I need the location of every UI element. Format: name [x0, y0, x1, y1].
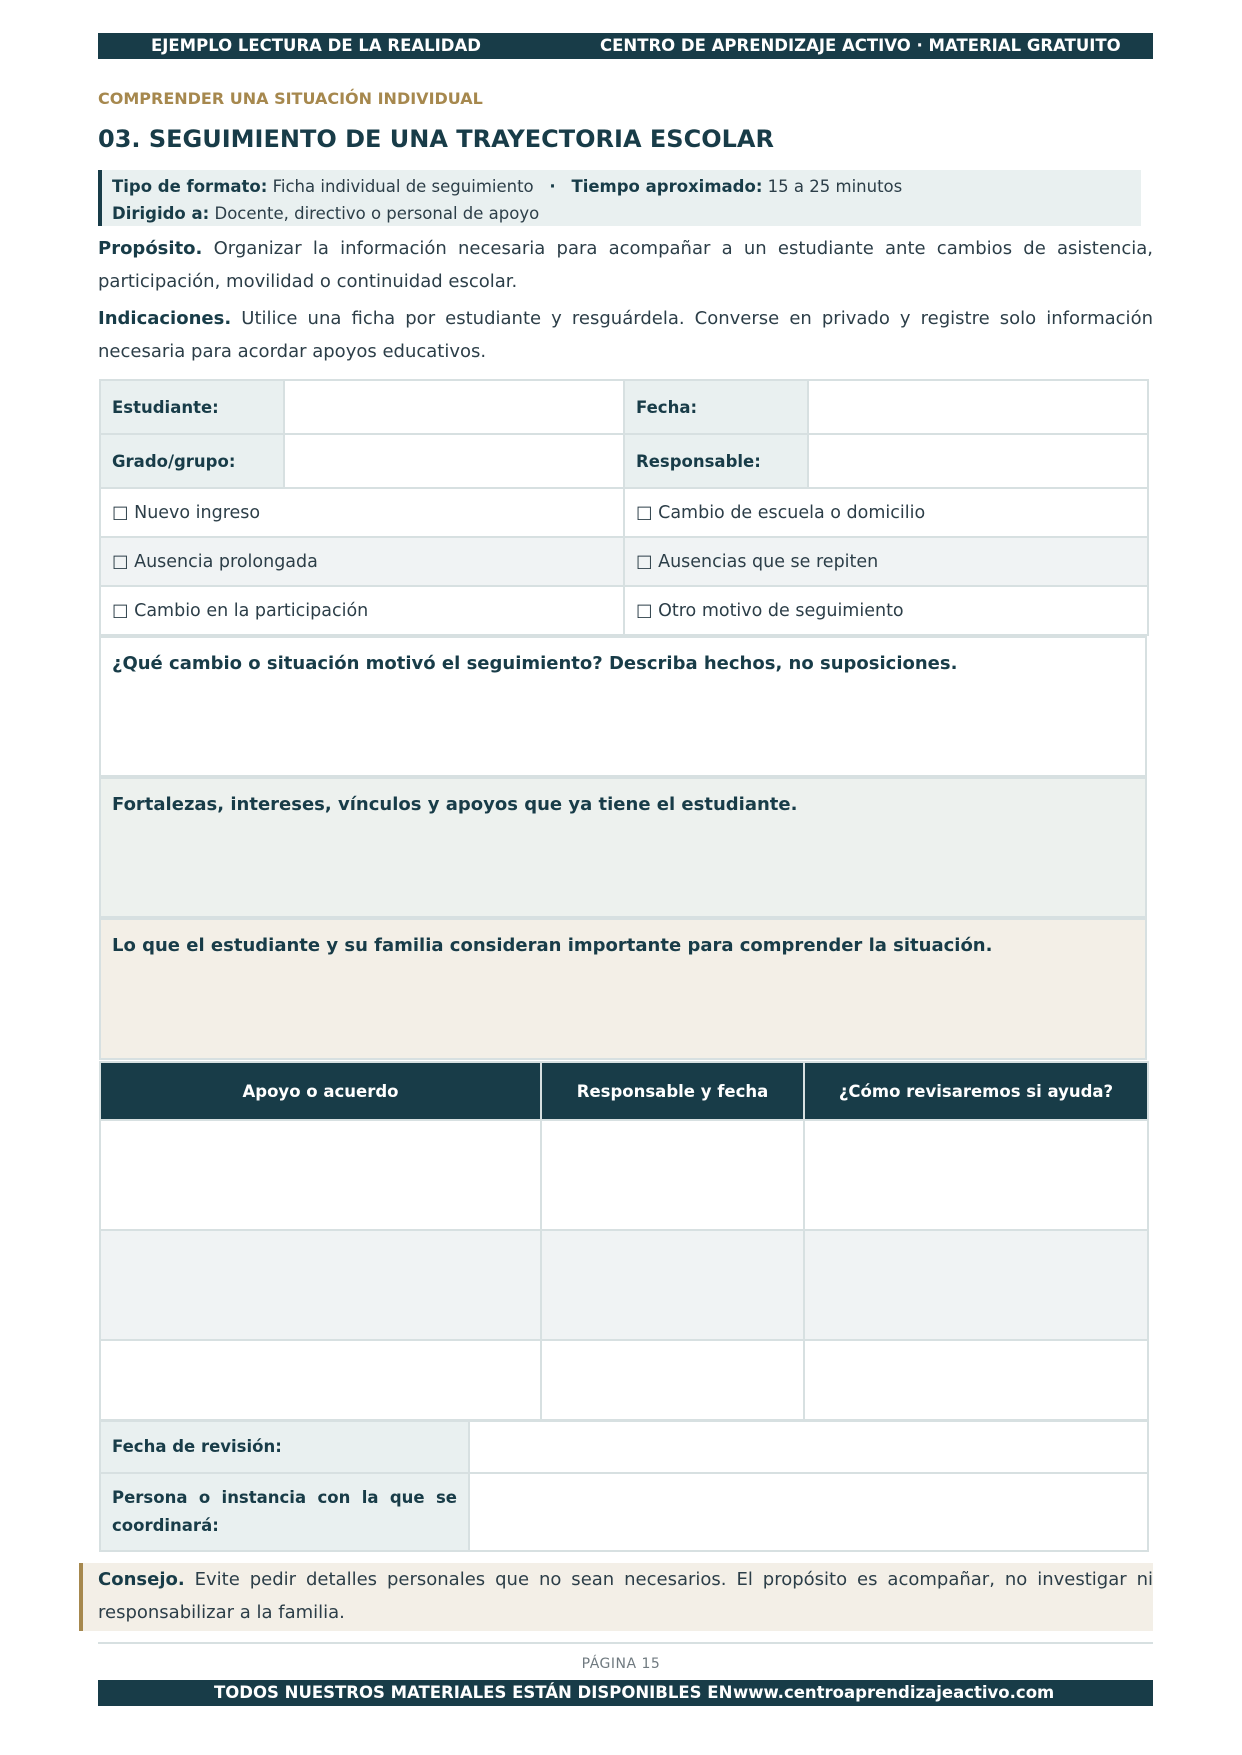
- header-bar: [98, 33, 1153, 59]
- support-cell[interactable]: [100, 1340, 541, 1420]
- date-label: Fecha:: [624, 380, 808, 434]
- table-row: [100, 1120, 1148, 1230]
- student-id-table: [99, 379, 1149, 489]
- responsible-date-cell[interactable]: [541, 1230, 804, 1340]
- purpose-label: Propósito.: [98, 238, 203, 259]
- tip-text: Evite pedir detalles personales que no sean necesarios. El propósito es acompañar, no investigar ni responsabilizar a la familia.: [98, 1569, 1153, 1623]
- family-prompt: Lo que el estudiante y su familia consideran importante para comprender la situación.: [112, 935, 993, 956]
- responsible-field[interactable]: [808, 434, 1148, 488]
- review-method-cell[interactable]: [804, 1120, 1148, 1230]
- time-label: Tiempo aproximado:: [571, 177, 763, 196]
- responsible-date-cell[interactable]: [541, 1340, 804, 1420]
- date-field[interactable]: [808, 380, 1148, 434]
- checkbox-participation-change[interactable]: □ Cambio en la participación: [100, 586, 624, 635]
- coordination-field[interactable]: [469, 1473, 1148, 1551]
- review-date-field[interactable]: [469, 1421, 1148, 1473]
- reason-checklist: [99, 487, 1149, 636]
- review-table: [99, 1420, 1149, 1552]
- purpose-text: Organizar la información necesaria para acompañar a un estudiante ante cambios de asistencia, participación, movilidad o continuidad escolar.: [98, 238, 1153, 292]
- instructions-label: Indicaciones.: [98, 308, 232, 329]
- review-date-label: Fecha de revisión:: [100, 1421, 469, 1473]
- grade-field[interactable]: [284, 434, 624, 488]
- review-method-cell[interactable]: [804, 1230, 1148, 1340]
- support-agreements-table: [99, 1061, 1149, 1421]
- audience-value: Docente, directivo o personal de apoyo: [214, 204, 540, 223]
- table-row: [100, 1340, 1148, 1420]
- page-number: PÁGINA 15: [581, 1656, 661, 1672]
- checkbox-repeated-absences[interactable]: □ Ausencias que se repiten: [624, 537, 1148, 586]
- format-info-box: [98, 170, 1141, 226]
- header-responsible-date: Responsable y fecha: [541, 1062, 804, 1120]
- checkbox-new-enrollment[interactable]: □ Nuevo ingreso: [100, 488, 624, 537]
- change-prompt: ¿Qué cambio o situación motivó el seguimiento? Describa hechos, no suposiciones.: [112, 653, 958, 674]
- page-title: 03. SEGUIMIENTO DE UNA TRAYECTORIA ESCOLAR: [98, 125, 774, 153]
- purpose-paragraph: [98, 232, 1153, 298]
- format-label: Tipo de formato:: [112, 177, 268, 196]
- header-support: Apoyo o acuerdo: [100, 1062, 541, 1120]
- responsible-label: Responsable:: [624, 434, 808, 488]
- checkbox-other-reason[interactable]: □ Otro motivo de seguimiento: [624, 586, 1148, 635]
- review-method-cell[interactable]: [804, 1340, 1148, 1420]
- instructions-paragraph: [98, 302, 1153, 368]
- support-cell[interactable]: [100, 1120, 541, 1230]
- checkbox-school-change[interactable]: □ Cambio de escuela o domicilio: [624, 488, 1148, 537]
- footer-divider: [98, 1642, 1153, 1644]
- student-field[interactable]: [284, 380, 624, 434]
- footer-left-text: TODOS NUESTROS MATERIALES ESTÁN DISPONIBLES EN: [214, 1683, 733, 1702]
- format-value: Ficha individual de seguimiento: [272, 177, 534, 196]
- instructions-text: Utilice una ficha por estudiante y resguárdela. Converse en privado y registre solo información necesaria para acordar apoyos educativos.: [98, 308, 1153, 362]
- grade-label: Grado/grupo:: [100, 434, 284, 488]
- table-row: [100, 1230, 1148, 1340]
- header-right-text: CENTRO DE APRENDIZAJE ACTIVO · MATERIAL GRATUITO: [600, 36, 1121, 55]
- responsible-date-cell[interactable]: [541, 1120, 804, 1230]
- coordination-label: Persona o instancia con la que se coordinará:: [100, 1473, 469, 1551]
- footer-website-link[interactable]: www.centroaprendizajeactivo.com: [733, 1683, 1055, 1702]
- section-kicker: COMPRENDER UNA SITUACIÓN INDIVIDUAL: [98, 89, 483, 108]
- footer-bar: [98, 1680, 1153, 1706]
- family-view-box[interactable]: [99, 918, 1147, 1060]
- student-label: Estudiante:: [100, 380, 284, 434]
- strengths-prompt: Fortalezas, intereses, vínculos y apoyos que ya tiene el estudiante.: [112, 794, 798, 815]
- change-description-box[interactable]: [99, 636, 1147, 777]
- checkbox-prolonged-absence[interactable]: □ Ausencia prolongada: [100, 537, 624, 586]
- time-value: 15 a 25 minutos: [767, 177, 903, 196]
- header-review-method: ¿Cómo revisaremos si ayuda?: [804, 1062, 1148, 1120]
- meta-separator: ·: [549, 177, 556, 196]
- tip-label: Consejo.: [98, 1569, 185, 1590]
- support-cell[interactable]: [100, 1230, 541, 1340]
- strengths-box[interactable]: [99, 777, 1147, 918]
- header-left-text: EJEMPLO LECTURA DE LA REALIDAD: [151, 36, 481, 55]
- tip-box: [79, 1563, 1153, 1631]
- audience-label: Dirigido a:: [112, 204, 210, 223]
